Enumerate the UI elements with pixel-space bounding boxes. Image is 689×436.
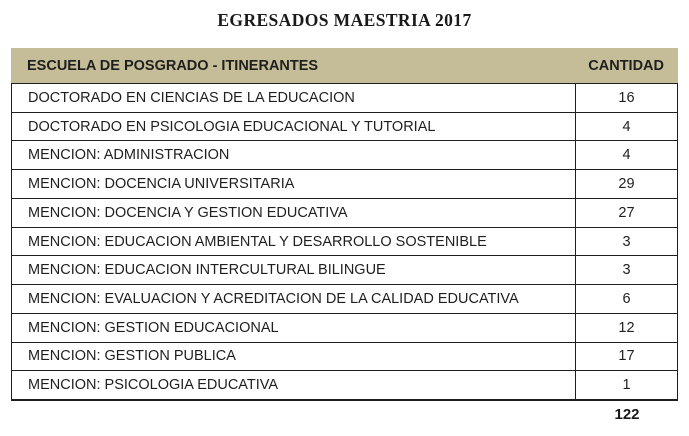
program-cell: MENCION: EDUCACION INTERCULTURAL BILINGUE (12, 256, 576, 284)
quantity-cell: 3 (622, 262, 631, 279)
header-cell-quantity: CANTIDAD (588, 57, 664, 74)
table-row (12, 113, 677, 142)
program-cell: MENCION: EVALUACION Y ACREDITACION DE LA CALIDAD EDUCATIVA (12, 285, 576, 313)
table-body (11, 83, 678, 401)
quantity-cell: 12 (618, 319, 635, 336)
program-cell: MENCION: ADMINISTRACION (12, 141, 576, 169)
table-row (12, 256, 677, 285)
page-title: EGRESADOS MAESTRIA 2017 (217, 10, 472, 30)
header-cell-program: ESCUELA DE POSGRADO - ITINERANTES (27, 57, 319, 74)
program-cell: MENCION: DOCENCIA Y GESTION EDUCATIVA (12, 199, 576, 227)
table-row (12, 84, 677, 113)
table-row (12, 141, 677, 170)
total-value: 122 (614, 406, 640, 423)
table-row (12, 199, 677, 228)
quantity-cell: 27 (618, 204, 635, 221)
table-row (12, 371, 677, 399)
program-cell: MENCION: DOCENCIA UNIVERSITARIA (12, 170, 576, 198)
program-cell: MENCION: PSICOLOGIA EDUCATIVA (12, 371, 576, 399)
quantity-cell: 4 (622, 118, 631, 135)
table-row (12, 285, 677, 314)
quantity-cell: 4 (622, 147, 631, 164)
quantity-cell: 16 (618, 89, 635, 106)
table-row (12, 228, 677, 257)
program-cell: MENCION: GESTION EDUCACIONAL (12, 314, 576, 342)
program-cell: DOCTORADO EN PSICOLOGIA EDUCACIONAL Y TUTORIAL (12, 113, 576, 141)
program-cell: DOCTORADO EN CIENCIAS DE LA EDUCACION (12, 84, 576, 112)
program-cell: MENCION: EDUCACION AMBIENTAL Y DESARROLLO SOSTENIBLE (12, 228, 576, 256)
program-cell: MENCION: GESTION PUBLICA (12, 343, 576, 371)
table-row (12, 170, 677, 199)
quantity-cell: 29 (618, 176, 635, 193)
quantity-cell: 3 (622, 233, 631, 250)
table-row (12, 314, 677, 343)
quantity-cell: 6 (622, 291, 631, 307)
quantity-cell: 17 (618, 348, 635, 365)
table-row (12, 343, 677, 372)
table-header-row (11, 48, 678, 83)
quantity-cell: 1 (622, 377, 631, 394)
